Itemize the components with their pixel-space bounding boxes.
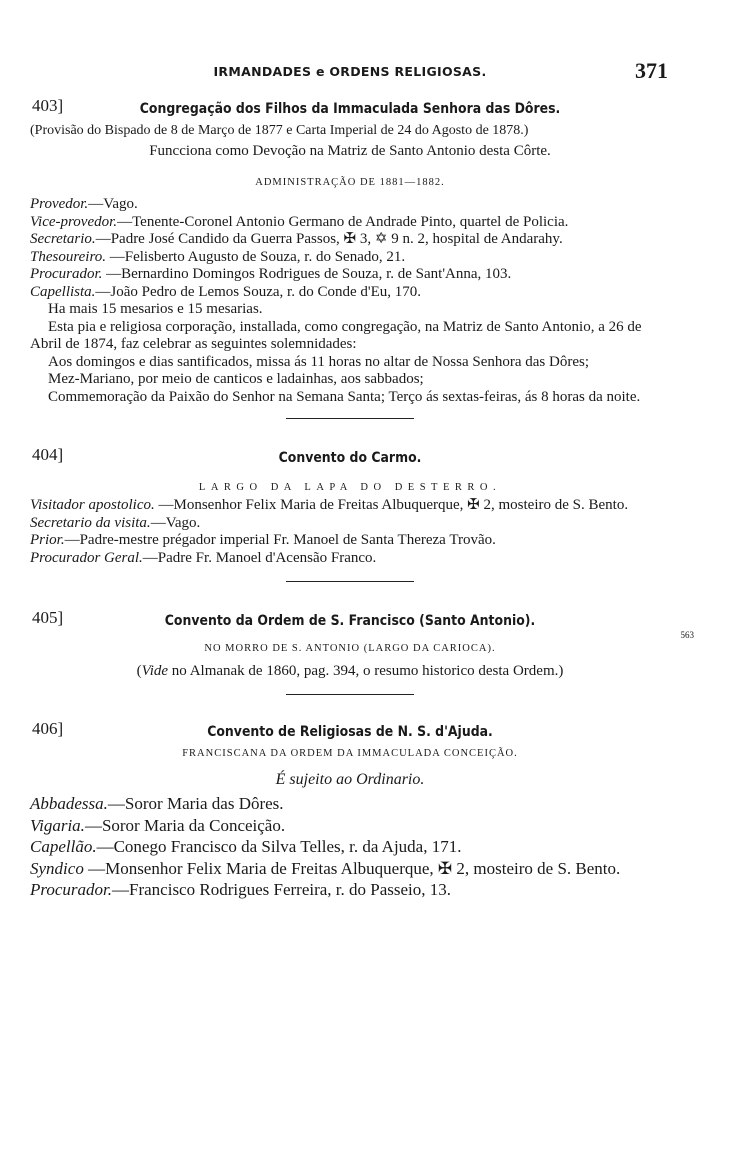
entry-title: Convento da Ordem de S. Francisco (Santo Antonio). [164,613,536,629]
entry-number: 403] [32,96,64,115]
field-procurador: Procurador. —Bernardino Domingos Rodrigues de Souza, r. de Sant'Anna, 103. [30,266,512,282]
field-visitador: Visitador apostolico. —Monsenhor Felix Maria de Freitas Albuquerque, ✠ 2, mosteiro de S. Bento. [30,497,629,513]
location-subheading: NO MORRO DE S. ANTONIO (LARGO DA CARIOCA). [204,643,496,654]
entry-number: 404] [32,445,64,464]
field-procurador-geral: Procurador Geral.—Padre Fr. Manoel d'Acensão Franco. [30,549,377,566]
italic-note: É sujeito ao Ordinario. [275,771,425,788]
entry-number: 405] [32,608,64,627]
location-subheading: LARGO DA LAPA DO DESTERRO. [198,482,502,493]
field-vigaria: Vigaria.—Soror Maria da Conceição. [30,815,286,835]
provisao-line: (Provisão do Bispado de 8 de Março de 1877 e Carta Imperial de 24 do Agosto de 1878.) [30,123,529,138]
running-header [30,58,670,96]
entry-title: Congregação dos Filhos da Immaculada Senhora das Dôres. [139,101,561,117]
entry-403 [30,96,670,406]
entry-404 [30,445,670,567]
field-secretario: Secretario.—Padre José Candido da Guerra Passos, ✠ 3, ✡ 9 n. 2, hospital de Andarahy. [30,231,563,247]
entry-title: Convento do Carmo. [278,450,422,466]
field-capellao: Capellão.—Conego Francisco da Silva Telles, r. da Ajuda, 171. [30,837,462,856]
entry-405 [30,608,694,680]
paragraph: Commemoração da Paixão do Senhor na Semana Santa; Terço ás sextas-feiras, ás 8 horas da noite. [48,388,641,405]
paragraph: Esta pia e religiosa corporação, installada, como congregação, na Matriz de Santo Antonio, a 26 de Abril de 1874, faz celebrar as seguintes solemnidades: [30,318,642,352]
vide-note: (Vide no Almanak de 1860, pag. 394, o resumo historico desta Ordem.) [136,663,564,679]
note-line: Funcciona como Devoção na Matriz de Santo Antonio desta Côrte. [149,143,551,159]
entry-406 [30,719,670,901]
field-syndico: Syndico —Monsenhor Felix Maria de Freitas Albuquerque, ✠ 2, mosteiro de S. Bento. [30,858,621,878]
field-secretario-visita: Secretario da visita.—Vago. [30,514,201,531]
field-thesoureiro: Thesoureiro. —Felisberto Augusto de Souza, r. do Senado, 21. [30,248,406,265]
paragraph: Mez-Mariano, por meio de canticos e ladainhas, aos sabbados; [48,371,424,387]
order-subheading: FRANCISCANA DA ORDEM DA IMMACULADA CONCEIÇÃO. [182,748,518,759]
entry-number: 406] [32,719,64,738]
field-procurador: Procurador.—Francisco Rodrigues Ferreira, r. do Passeio, 13. [30,880,452,899]
paragraph: Ha mais 15 mesarios e 15 mesarias. [48,301,263,317]
field-vice-provedor: Vice-provedor.—Tenente-Coronel Antonio Germano de Andrade Pinto, quartel de Policia. [30,213,569,230]
margin-note: 563 [680,630,694,640]
field-capellista: Capellista.—João Pedro de Lemos Souza, r. do Conde d'Eu, 170. [30,283,421,300]
entry-title: Convento de Religiosas de N. S. d'Ajuda. [207,724,493,740]
paragraph: Aos domingos e dias santificados, missa ás 11 horas no altar de Nossa Senhora das Dôres; [48,353,590,370]
admin-subheading: ADMINISTRAÇÃO DE 1881—1882. [255,177,445,188]
header-title: IRMANDADES e ORDENS RELIGIOSAS. [213,64,487,79]
page [30,58,694,901]
page-number: 371 [635,58,668,83]
field-prior: Prior.—Padre-mestre prégador imperial Fr. Manoel de Santa Thereza Trovão. [30,532,496,548]
field-abbadessa: Abbadessa.—Soror Maria das Dôres. [30,794,284,813]
field-provedor: Provedor.—Vago. [30,196,138,212]
